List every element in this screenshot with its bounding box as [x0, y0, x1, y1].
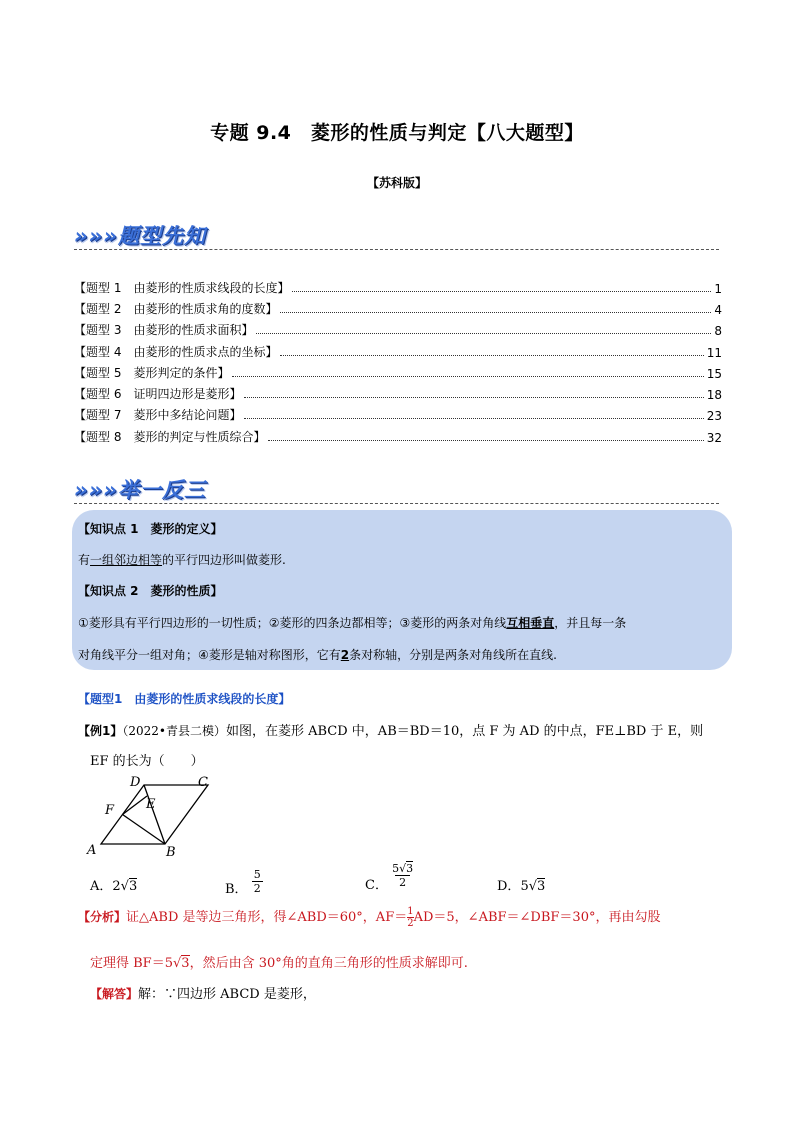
knowledge-2-title: 【知识点 2 菱形的性质】 — [78, 584, 223, 598]
example-1-line2: EF 的长为（ ） — [90, 754, 204, 769]
label-f: F — [105, 803, 115, 818]
option-a[interactable]: A．2√3 — [90, 879, 138, 894]
option-c[interactable]: C． $\frac{5√3}{2}$ — [365, 862, 414, 893]
label-c: C — [198, 775, 208, 790]
label-e: E — [146, 797, 156, 812]
knowledge-2-line2: 对角线平分一组对角；④菱形是轴对称图形，它有2条对称轴，分别是两条对角线所在直线. — [78, 648, 557, 662]
toc-item[interactable]: 【题型 8 菱形的判定与性质综合】 32 — [74, 430, 722, 445]
knowledge-1-body: 有一组邻边相等的平行四边形叫做菱形. — [78, 553, 286, 567]
section-title-type1: 【题型1 由菱形的性质求线段的长度】 — [78, 692, 291, 706]
toc-banner: »»»题型先知 — [74, 224, 206, 248]
label-b: B — [166, 845, 176, 860]
knowledge-2-line1: ①菱形具有平行四边形的一切性质；②菱形的四条边都相等；③菱形的两条对角线互相垂直，并且每一条 — [78, 616, 627, 630]
knowledge-1-title: 【知识点 1 菱形的定义】 — [78, 522, 223, 536]
toc-item[interactable]: 【题型 5 菱形判定的条件】 15 — [74, 366, 722, 381]
toc-item[interactable]: 【题型 3 由菱形的性质求面积】 8 — [74, 323, 722, 338]
segment-bf — [123, 815, 166, 845]
toc-item[interactable]: 【题型 1 由菱形的性质求线段的长度】 1 — [74, 281, 722, 296]
option-d[interactable]: D．5√3 — [497, 879, 546, 894]
label-a: A — [87, 843, 97, 858]
toc-divider — [74, 249, 719, 250]
edition-label: 【苏科版】 — [366, 176, 427, 190]
toc-item[interactable]: 【题型 7 菱形中多结论问题】 23 — [74, 408, 722, 423]
examples-banner: »»»举一反三 — [74, 478, 206, 502]
diagonal-bd — [144, 785, 165, 844]
toc-item[interactable]: 【题型 4 由菱形的性质求点的坐标】 11 — [74, 345, 722, 360]
label-d: D — [130, 775, 141, 790]
page-title: 专题 9.4 菱形的性质与判定【八大题型】 — [210, 122, 584, 144]
option-b[interactable]: B． $\frac{5}{2}$ — [225, 868, 261, 897]
analysis-line2: 定理得 BF＝5√3，然后由含 30°角的直角三角形的性质求解即可. — [90, 956, 468, 971]
example-1-line1: 【例1】（2022•青县二模）如图，在菱形 ABCD 中，AB＝BD＝10，点 F 为 AD 的中点，FE⊥BD 于 E，则 — [78, 724, 704, 739]
toc-item[interactable]: 【题型 2 由菱形的性质求角的度数】 4 — [74, 302, 722, 317]
toc-item[interactable]: 【题型 6 证明四边形是菱形】 18 — [74, 387, 722, 402]
analysis-line1: 【分析】证△ABD 是等边三角形，得∠ABD＝60°，AF＝ $\frac{1}{2}$ AD＝5，∠ABF＝∠DBF＝30°，再由勾股 — [78, 906, 661, 929]
examples-divider — [74, 503, 719, 504]
rhombus-figure — [86, 772, 216, 862]
solution-line1: 【解答】解：∵四边形 ABCD 是菱形， — [90, 987, 316, 1002]
